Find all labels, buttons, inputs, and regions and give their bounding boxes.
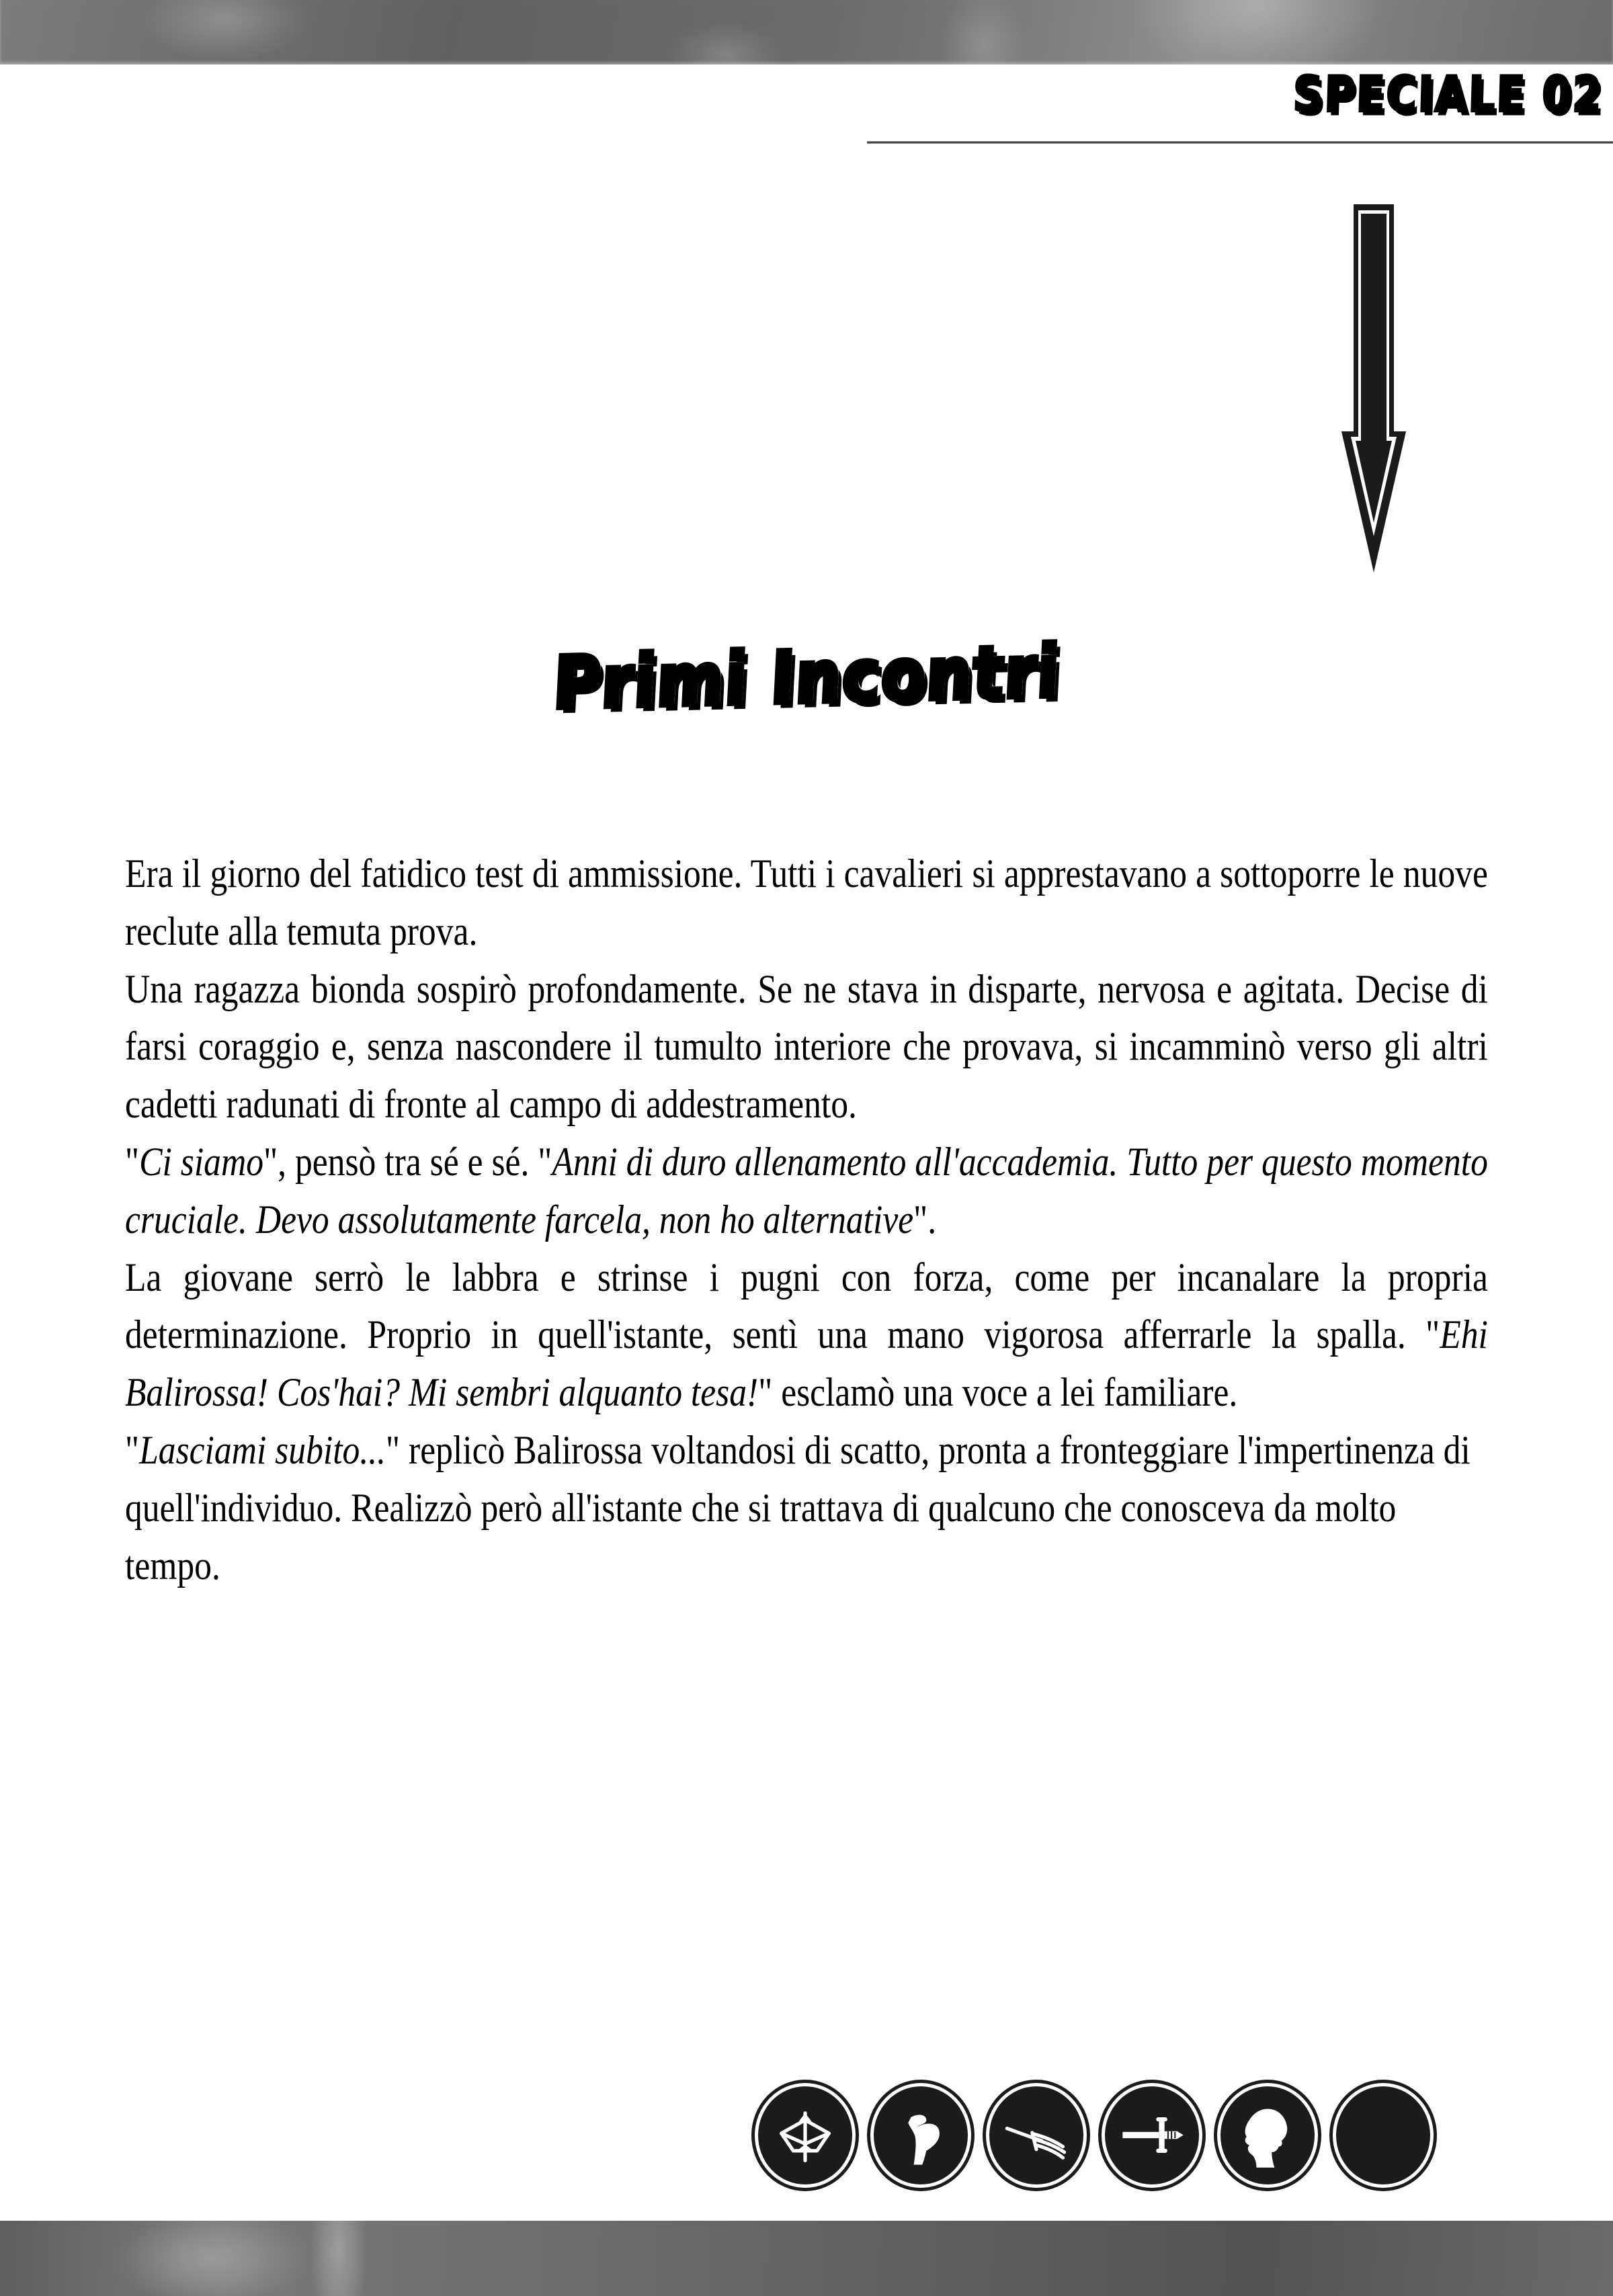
story-title	[0, 629, 1613, 726]
narration-run: " esclamò una voce a lei familiare.	[758, 1370, 1238, 1415]
quoted-thought: Anni di duro allenamento all'accademia. Tutto per questo momento cruciale. Devo assolutamente farcela, non ho alternative	[125, 1139, 1488, 1242]
story-title-text: Primi Incontri	[551, 629, 1062, 726]
blank-icon	[1348, 2100, 1418, 2170]
badge-row	[758, 2082, 1464, 2189]
page-header	[860, 65, 1613, 151]
axe-icon	[886, 2100, 956, 2170]
story-paragraph	[125, 845, 1488, 961]
badge-axe[interactable]	[874, 2086, 968, 2184]
bottom-texture-band	[0, 2221, 1613, 2296]
pitchfork-icon	[1001, 2100, 1071, 2170]
story-paragraph	[125, 1422, 1488, 1595]
narration-run: La giovane serrò le labbra e strinse i pugni con forza, come per incanalare la propria determinazione. Proprio in quell'istante, sentì una mano vigorosa afferrarle la spalla. "	[125, 1255, 1488, 1357]
narration-run: "	[125, 1139, 140, 1184]
sword-icon	[1117, 2100, 1187, 2170]
narration-run: " replicò Balirossa voltandosi di scatto, pronta a fronteggiare l'impertinenza di quell'individuo. Realizzò però all'istante che si trattava di qualcuno che conosceva da molto tempo.	[125, 1427, 1471, 1588]
quoted-thought: Ci siamo	[139, 1139, 264, 1184]
badge-bow-and-arrow[interactable]	[758, 2086, 852, 2184]
badge-pitchfork[interactable]	[989, 2086, 1083, 2184]
down-arrow-icon	[1339, 202, 1409, 578]
narration-run: "	[125, 1427, 140, 1472]
badge-sword[interactable]	[1105, 2086, 1199, 2184]
story-paragraph	[125, 961, 1488, 1134]
quoted-thought: Lasciami subito...	[139, 1427, 386, 1472]
story-paragraph	[125, 1249, 1488, 1422]
section-label: SPECIALE 02	[1292, 65, 1604, 124]
top-texture-band	[0, 0, 1613, 65]
story-body	[125, 845, 1488, 1595]
narration-run: Era il giorno del fatidico test di ammissione. Tutti i cavalieri si apprestavano a sottoporre le nuove reclute alla temuta prova.	[125, 851, 1488, 953]
narration-run: ", pensò tra sé e sé. "	[263, 1139, 552, 1184]
head-profile-icon	[1233, 2100, 1302, 2170]
badge-head-profile[interactable]	[1221, 2086, 1315, 2184]
narration-run: Una ragazza bionda sospirò profondamente. Se ne stava in disparte, nervosa e agitata. Decise di farsi coraggio e, senza nascondere il tumulto interiore che provava, si incamminò verso gli altri cadetti radunati di fronte al campo di addestramento.	[125, 966, 1488, 1127]
narration-run: ".	[913, 1197, 937, 1242]
quoted-thought: Ehi Balirossa! Cos'hai? Mi sembri alquanto tesa!	[125, 1312, 1488, 1415]
badge-blank[interactable]	[1336, 2086, 1430, 2184]
story-paragraph	[125, 1134, 1488, 1249]
header-divider	[867, 141, 1613, 144]
bow-and-arrow-icon	[770, 2100, 840, 2170]
